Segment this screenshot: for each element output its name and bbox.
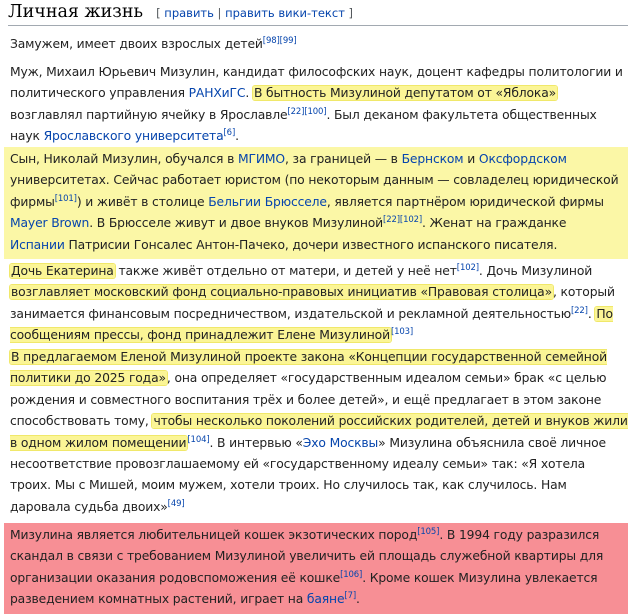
- edit-separator: |: [217, 6, 222, 20]
- section-title: Личная жизнь: [8, 2, 144, 22]
- text: Мизулина является любительницей кошек экзотических пород: [10, 528, 418, 542]
- text: и: [463, 152, 479, 166]
- link-bayan[interactable]: баяне: [306, 592, 345, 607]
- text: . Был деканом факультета общественных наук: [10, 107, 597, 144]
- text: ) и живёт в столице: [76, 194, 209, 209]
- text: Сын, Николай Мизулин, обучался в: [10, 152, 238, 166]
- reference-100[interactable]: [100]: [304, 106, 327, 117]
- highlight-foundation: возглавляет московский фонд социально-правовых инициатив «Правовая столица»: [11, 285, 552, 300]
- text: , который занимается финансовым посредничеством, издательской и рекламной деятельностью: [10, 285, 615, 321]
- text: .: [235, 129, 239, 144]
- link-ranepa[interactable]: РАНХиГС: [188, 86, 246, 101]
- text: . Дочь Мизулиной: [478, 264, 593, 278]
- text: . В интервью «: [209, 435, 303, 450]
- paragraph-family-law: [10, 347, 628, 518]
- paragraph-children: [10, 34, 628, 55]
- edit-links: [156, 6, 353, 20]
- text: . В 1994 году разразился скандал в связи с требованием Мизулиной увеличить ей площадь служебной квартиры для организации оказания родовспоможения её кошке: [10, 528, 604, 585]
- paragraph-daughter: [10, 261, 628, 347]
- link-mayer-brown[interactable]: Mayer Brown: [10, 216, 90, 231]
- link-mgimo[interactable]: МГИМО: [237, 152, 285, 166]
- text: . В Брюсселе живут и двое внуков Мизулиной: [89, 216, 384, 231]
- text: .: [356, 592, 360, 607]
- edit-wikitext-link[interactable]: править вики-текст: [225, 6, 345, 20]
- reference-105[interactable]: [105]: [417, 526, 440, 537]
- text: возглавлял партийную ячейку в Ярославле: [10, 107, 288, 122]
- reference-101[interactable]: [101]: [54, 193, 77, 204]
- reference-99[interactable]: [99]: [279, 35, 297, 46]
- text: Патрисии Гонсалес Антон-Пачеко, дочери известного испанского писателя.: [64, 237, 558, 252]
- reference-103[interactable]: [103]: [390, 327, 414, 338]
- reference-104[interactable]: [104]: [187, 434, 210, 445]
- reference-98[interactable]: [98]: [262, 35, 280, 46]
- reference-106[interactable]: [106]: [340, 569, 363, 580]
- text: университетах. Сейчас работает юристом (по некоторым данным — совладелец юридической фирмы: [10, 173, 619, 209]
- reference-49[interactable]: [49]: [167, 498, 185, 509]
- reference-22[interactable]: [22]: [383, 215, 400, 226]
- paragraph-husband: [10, 62, 628, 148]
- text: Муж, Михаил Юрьевич Мизулин, кандидат философских наук, доцент кафедры политологии и политического управления: [10, 65, 623, 101]
- edit-bracket-close: ]: [348, 6, 354, 20]
- link-belgium[interactable]: Бельгии: [208, 194, 261, 209]
- reference-22[interactable]: [22]: [570, 305, 588, 316]
- text: . Женат на гражданке: [422, 216, 567, 231]
- text: также живёт отдельно от матери, и детей у неё нет: [114, 264, 457, 278]
- reference-7[interactable]: [7]: [344, 591, 357, 602]
- reference-6[interactable]: [6]: [223, 128, 236, 139]
- reference-102[interactable]: [102]: [456, 262, 479, 273]
- edit-bracket-open: [: [156, 6, 161, 20]
- link-bern[interactable]: Бернском: [401, 152, 464, 166]
- paragraph-cats: [4, 523, 628, 614]
- section-heading: [8, 2, 628, 26]
- link-yaroslavl-university[interactable]: Ярославского университета: [43, 129, 224, 144]
- text: , за границей — в: [285, 152, 402, 166]
- text: , она определяет «государственным идеалом семьи» брак «с целью рождения и совместного воспитания трёх и более детей», и ещё предлагает в этом законе способствовать тому,: [10, 371, 607, 429]
- paragraph-son: [4, 147, 628, 259]
- highlight-generations: чтобы несколько поколений российских родителей, детей и внуков жили в одном жилом помещении: [10, 414, 628, 450]
- text: Замужем, имеет двоих взрослых детей: [10, 37, 263, 51]
- reference-102[interactable]: [102]: [399, 215, 423, 226]
- link-oxford[interactable]: Оксфордском: [478, 152, 567, 166]
- text: . Кроме кошек Мизулина увлекается разведением комнатных растений, играет на: [10, 570, 598, 607]
- highlight-press-reports: По сообщениям прессы, фонд принадлежит Елене Мизулиной: [10, 306, 613, 343]
- edit-link[interactable]: править: [164, 6, 214, 20]
- link-spain[interactable]: Испании: [10, 237, 65, 252]
- text: » Мизулина объяснила своё личное несоответствие провозглашаемому ей «государственному идеалу семьи» так: «Я хотела троих. Мы с Мишей, моим мужем, хотели троих. Но случилось так, как случилось. Нам даровала судьба двоих»: [10, 435, 606, 514]
- highlight-daughter: Дочь Екатерина: [11, 264, 114, 278]
- reference-22[interactable]: [22]: [287, 106, 305, 117]
- link-brussels[interactable]: Брюсселе: [264, 194, 327, 209]
- text: .: [245, 86, 253, 101]
- text: , является партнёром юридической фирмы: [326, 194, 604, 209]
- highlight-yabloko: В бытность Мизулиной депутатом от «Яблока»: [253, 86, 557, 101]
- text: .: [587, 306, 596, 321]
- highlight-draft-law: В предлагаемом Еленой Мизулиной проекте закона «Концепции государственной семейной политики до 2025 года»: [10, 350, 607, 386]
- link-echo-moskvy[interactable]: Эхо Москвы: [302, 435, 379, 450]
